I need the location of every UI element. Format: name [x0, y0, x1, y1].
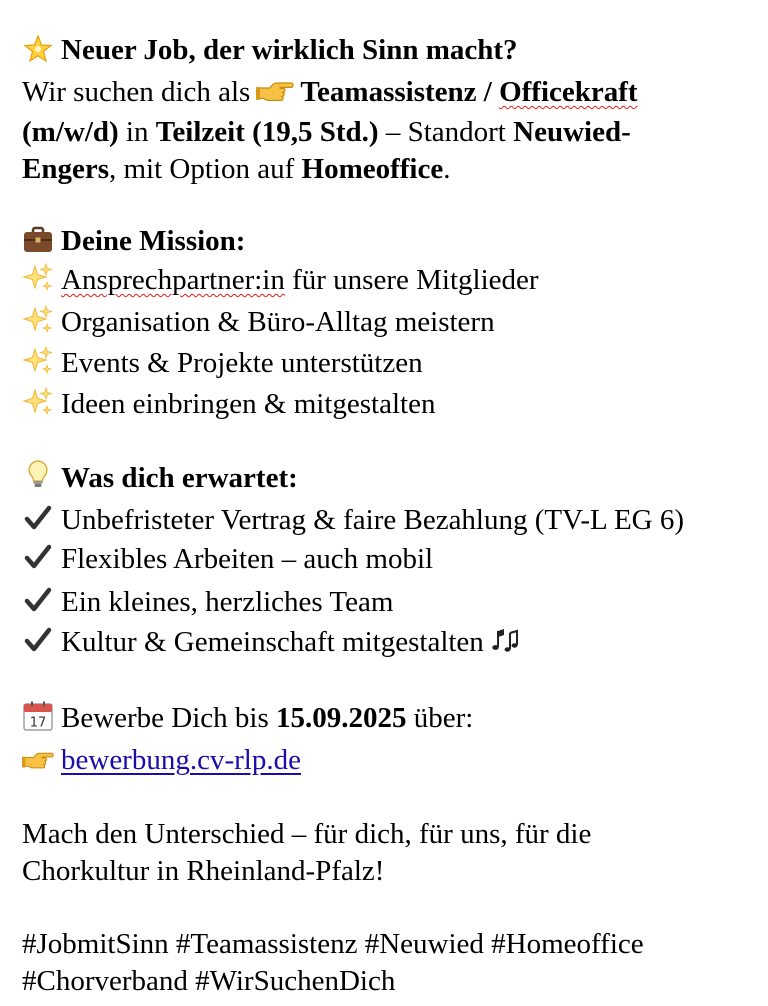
- sparkles-icon: [22, 304, 54, 336]
- intro-line-2: (m/w/d) in Teilzeit (19,5 Std.) – Standort Neuwied-: [22, 116, 631, 148]
- offer-item: Ein kleines, herzliches Team: [61, 586, 394, 618]
- closing-line-1: Mach den Unterschied – für dich, für uns, für die: [22, 818, 592, 850]
- sparkles-icon: [22, 345, 54, 377]
- headline: Neuer Job, der wirklich Sinn macht?: [61, 34, 518, 66]
- mission-item: Ansprechpartner:in für unsere Mitglieder: [61, 264, 539, 296]
- mission-item: Ideen einbringen & mitgestalten: [61, 388, 436, 420]
- calendar-day-text: 17: [29, 715, 47, 731]
- pointing-hand-icon: [256, 77, 294, 105]
- sparkles-icon: [22, 386, 54, 418]
- offer-item: Flexibles Arbeiten – auch mobil: [61, 543, 434, 575]
- check-mark-icon: [22, 624, 54, 656]
- intro-line-1: Wir suchen dich als Teamassistenz / Officekraft: [22, 76, 638, 108]
- sparkles-icon: [22, 262, 54, 294]
- apply-link-line: [61, 742, 301, 778]
- offer-item: Unbefristeter Vertrag & faire Bezahlung (TV-L EG 6): [61, 504, 685, 536]
- closing-line-2: Chorkultur in Rheinland-Pfalz!: [22, 855, 385, 887]
- check-mark-icon: [22, 541, 54, 573]
- glowing-star-icon: [22, 33, 54, 65]
- hashtags-line-2: #Chorverband #WirSuchenDich: [22, 965, 396, 997]
- mission-title: Deine Mission:: [61, 225, 246, 257]
- intro-line-3: Engers, mit Option auf Homeoffice.: [22, 153, 451, 185]
- check-mark-icon: [22, 584, 54, 616]
- musical-notes-icon: [490, 625, 520, 655]
- check-mark-icon: [22, 502, 54, 534]
- mission-item: Organisation & Büro-Alltag meistern: [61, 306, 495, 338]
- hashtags-line-1: #JobmitSinn #Teamassistenz #Neuwied #Homeoffice: [22, 928, 644, 960]
- calendar-icon: [22, 700, 54, 732]
- apply-line: Bewerbe Dich bis 15.09.2025 über:: [61, 702, 474, 734]
- mission-item: Events & Projekte unterstützen: [61, 347, 423, 379]
- light-bulb-icon: [22, 458, 54, 490]
- offer-title: Was dich erwartet:: [61, 462, 298, 494]
- offer-item-last: Kultur & Gemeinschaft mitgestalten: [61, 624, 520, 660]
- pointing-hand-icon: [22, 744, 60, 776]
- application-link[interactable]: bewerbung.cv-rlp.de: [61, 744, 301, 776]
- briefcase-icon: [22, 223, 54, 255]
